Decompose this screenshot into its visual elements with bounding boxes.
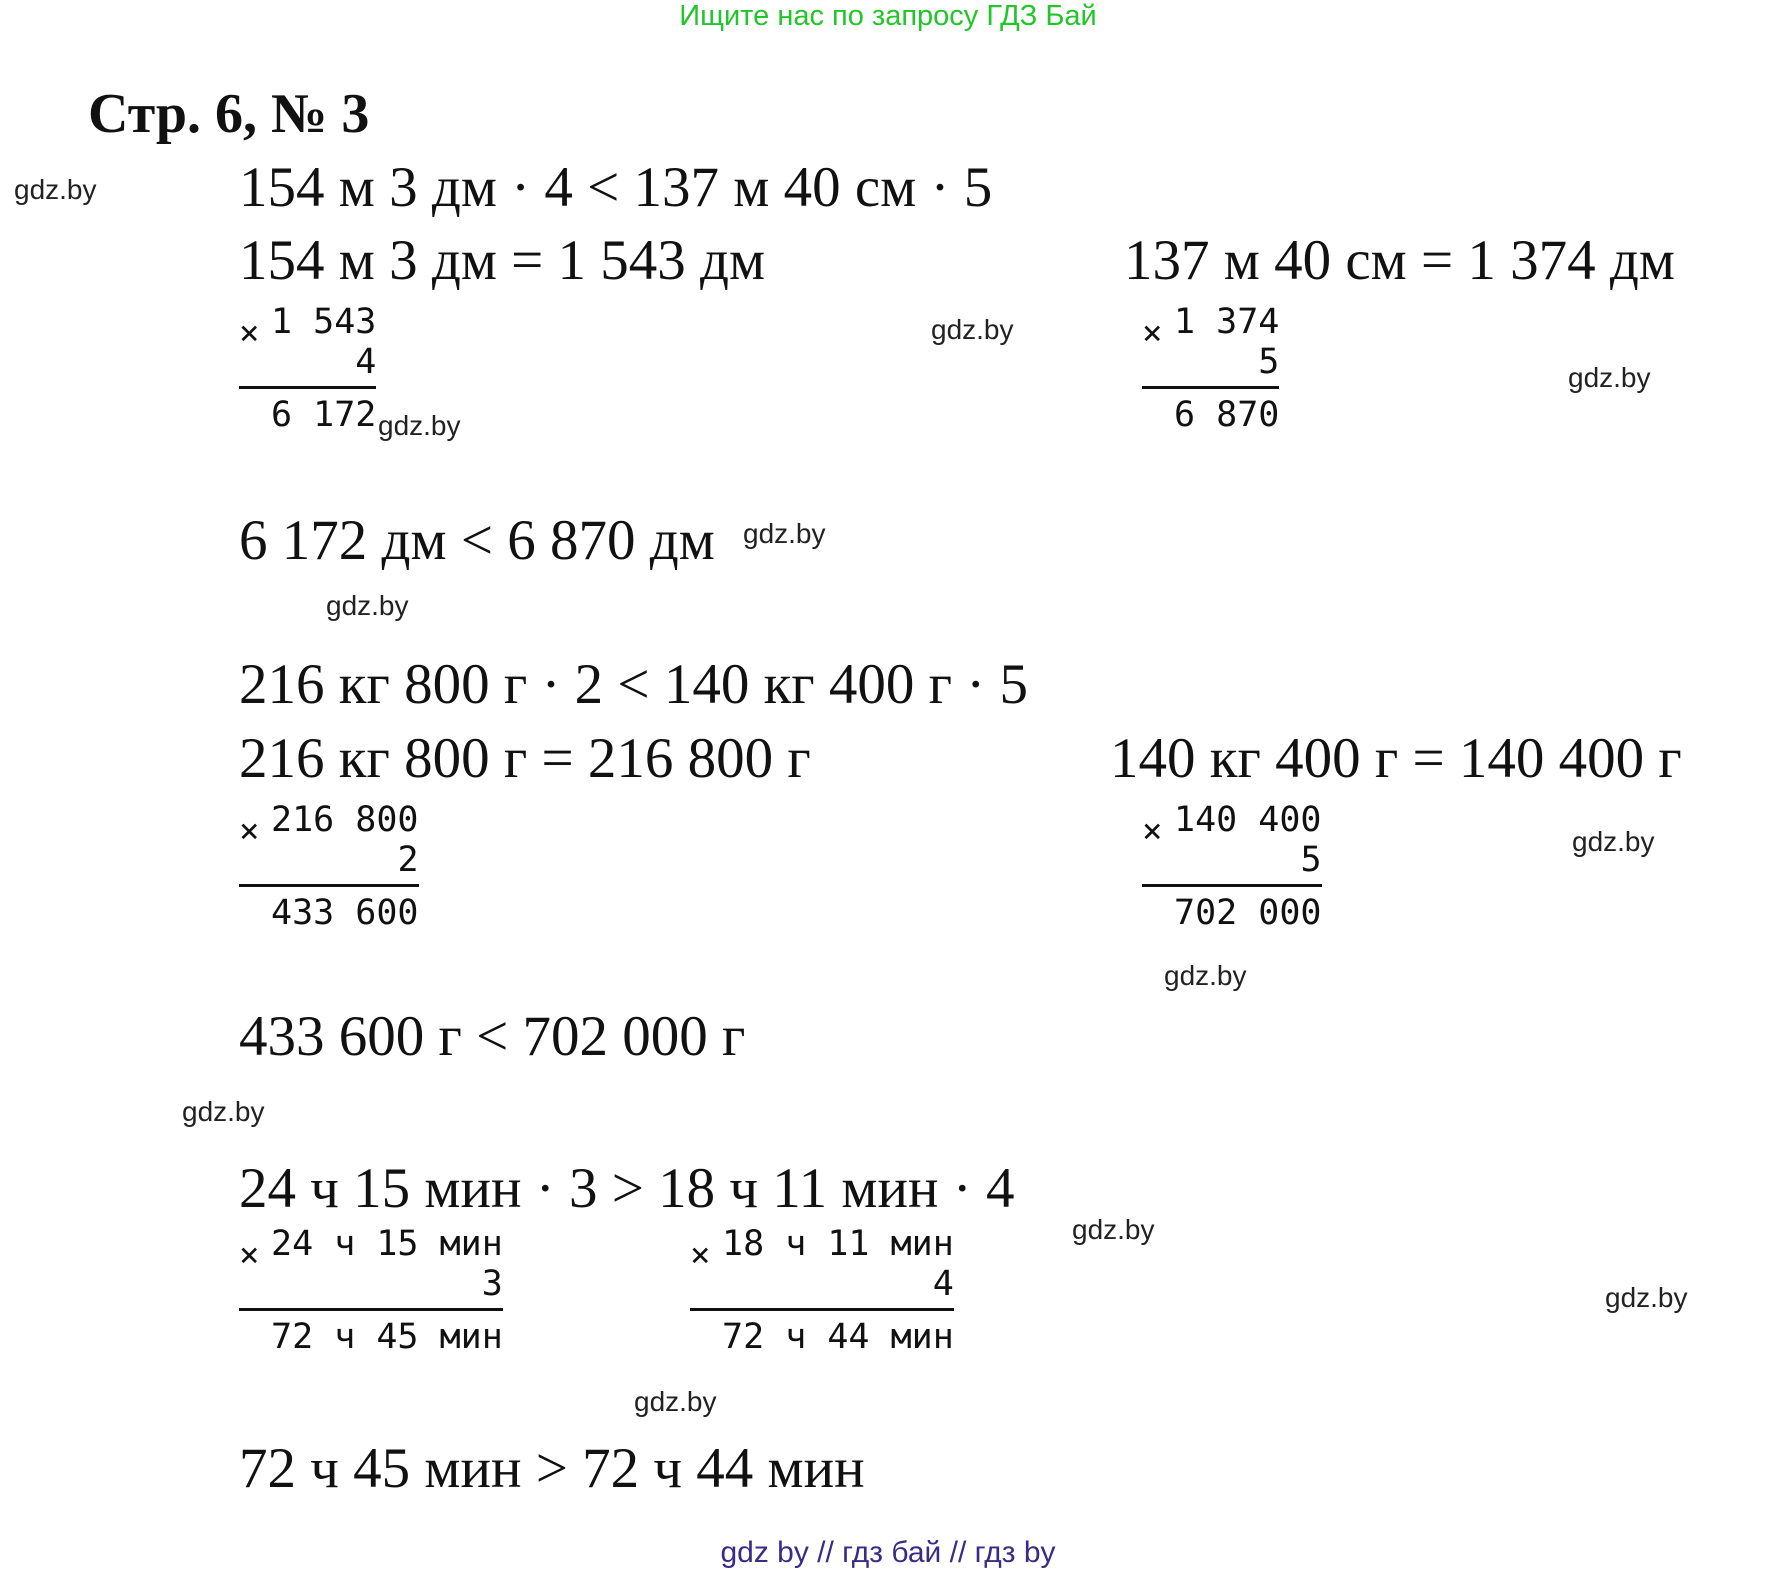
conversion-2-right: 140 кг 400 г = 140 400 г [1110, 727, 1682, 790]
watermark: gdz.by [1568, 362, 1651, 393]
watermark: gdz.by [634, 1386, 717, 1417]
calc-operand: 1 374 [1174, 302, 1280, 342]
calc-result: 6 172 [271, 395, 377, 435]
times-sign: × [1142, 811, 1163, 851]
calc-multiplier: 2 [397, 840, 419, 880]
calc-multiplier: 4 [932, 1264, 954, 1304]
watermark: gdz.by [14, 174, 97, 205]
times-sign: × [1142, 313, 1163, 353]
watermark: gdz.by [378, 410, 461, 441]
calc-1-left [239, 302, 376, 435]
times-sign: × [690, 1235, 711, 1275]
calc-multiplier: 5 [1258, 342, 1280, 382]
calc-operand: 24 ч 15 мин [271, 1224, 503, 1264]
page-title: Стр. 6, № 3 [88, 83, 370, 145]
calc-operand: 1 543 [271, 302, 377, 342]
comparison-1: 154 м 3 дм · 4 < 137 м 40 см · 5 [239, 156, 993, 219]
conclusion-2: 433 600 г < 702 000 г [239, 1005, 746, 1068]
calc-3-left [239, 1224, 503, 1357]
calc-underline [239, 884, 419, 887]
times-sign: × [239, 313, 260, 353]
calc-multiplier: 5 [1300, 840, 1322, 880]
calc-3-right [690, 1224, 954, 1357]
calc-underline [1142, 386, 1279, 389]
calc-underline [239, 386, 376, 389]
calc-result: 6 870 [1174, 395, 1280, 435]
calc-result: 702 000 [1174, 893, 1322, 933]
footer-links[interactable]: gdz by // гдз бай // гдз by [720, 1536, 1056, 1569]
calc-2-left [239, 800, 419, 933]
watermark: gdz.by [182, 1096, 265, 1127]
watermark: gdz.by [1572, 826, 1655, 857]
calc-multiplier: 4 [355, 342, 377, 382]
times-sign: × [239, 811, 260, 851]
calc-2-right [1142, 800, 1322, 933]
watermark: gdz.by [743, 518, 826, 549]
calc-operand: 18 ч 11 мин [722, 1224, 954, 1264]
calc-result: 72 ч 45 мин [271, 1317, 503, 1357]
conversion-1-left: 154 м 3 дм = 1 543 дм [239, 229, 766, 292]
watermark: gdz.by [1605, 1282, 1688, 1313]
calc-underline [690, 1308, 954, 1311]
calc-result: 72 ч 44 мин [722, 1317, 954, 1357]
calc-operand: 140 400 [1174, 800, 1322, 840]
top-banner[interactable]: Ищите нас по запросу ГДЗ Бай [679, 0, 1097, 32]
calc-multiplier: 3 [481, 1264, 503, 1304]
calc-underline [1142, 884, 1322, 887]
watermark: gdz.by [931, 314, 1014, 345]
watermark: gdz.by [326, 590, 409, 621]
calc-result: 433 600 [271, 893, 419, 933]
watermark: gdz.by [1164, 960, 1247, 991]
comparison-2: 216 кг 800 г · 2 < 140 кг 400 г · 5 [239, 653, 1029, 716]
calc-underline [239, 1308, 503, 1311]
calc-operand: 216 800 [271, 800, 419, 840]
conclusion-1: 6 172 дм < 6 870 дм [239, 509, 715, 572]
conclusion-3: 72 ч 45 мин > 72 ч 44 мин [239, 1437, 865, 1500]
conversion-2-left: 216 кг 800 г = 216 800 г [239, 727, 811, 790]
calc-1-right [1142, 302, 1279, 435]
watermark: gdz.by [1072, 1214, 1155, 1245]
times-sign: × [239, 1235, 260, 1275]
conversion-1-right: 137 м 40 см = 1 374 дм [1124, 229, 1675, 292]
comparison-3: 24 ч 15 мин · 3 > 18 ч 11 мин · 4 [239, 1157, 1015, 1220]
